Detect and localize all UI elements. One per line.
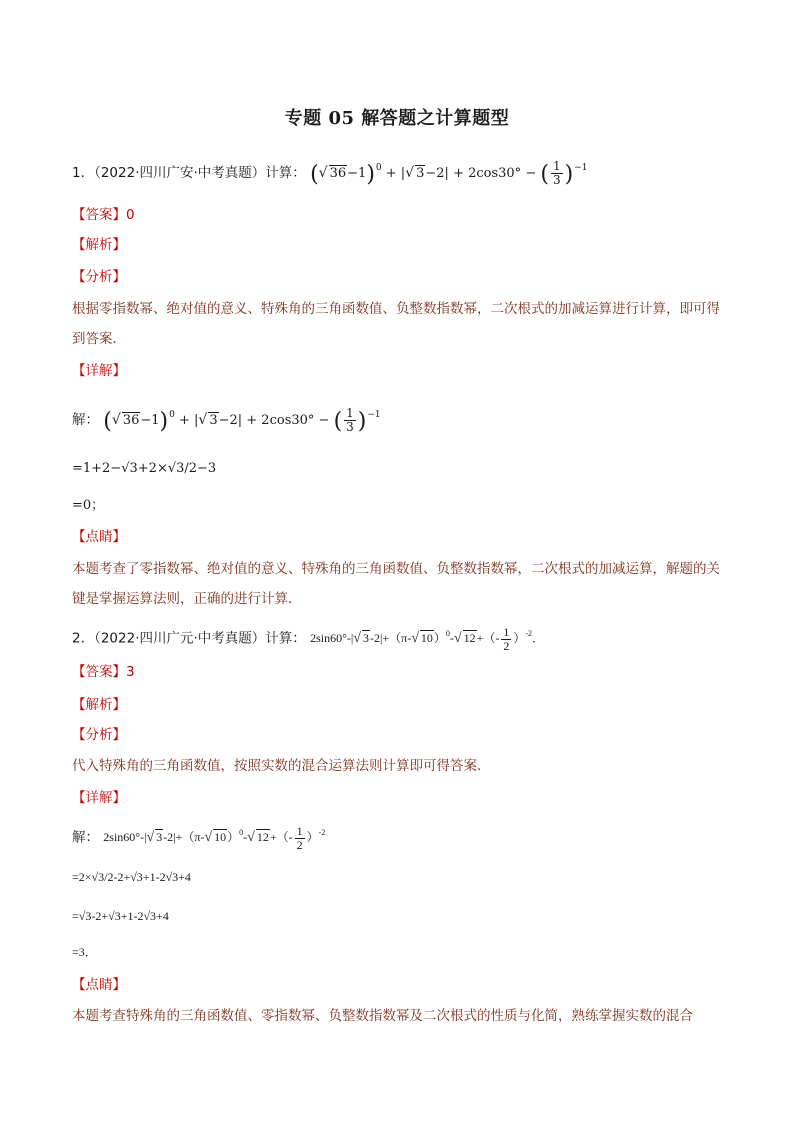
solution-1-step1: =1+2−√3+2×√3/2−3 — [72, 461, 217, 476]
solution-1-expression: (√ 36−1)$^0$ + |√ 3−2| + 2cos30° − ( $\frac{1}{3}$ )$^{-1}$ — [103, 406, 381, 434]
solution-1-line: 解： (√ 36−1)$^0$ + |√ 3−2| + 2cos30° − ( $\frac{1}{3}$ )$^{-1}$ — [72, 406, 381, 434]
solution-2-step2: =√3-2+√3+1-2√3+4 — [72, 909, 169, 923]
question-2-prefix: 2．（2022·四川广元·中考真题）计算： — [72, 630, 306, 647]
question-1 — [72, 160, 587, 187]
fenxi-header-2: 【分析】 — [72, 727, 126, 743]
fenxi-header-1: 【分析】 — [72, 269, 126, 285]
solution-2-step1: =2×√3/2-2+√3+1-2√3+4 — [72, 870, 191, 884]
dianjing-header-1: 【点睛】 — [72, 529, 126, 545]
detail-header-1: 【详解】 — [72, 363, 126, 379]
solution-2-step3: =3． — [72, 945, 97, 959]
fenxi-text-2: 代入特殊角的三角函数值，按照实数的混合运算法则计算即可得答案． — [72, 758, 491, 774]
fenxi-text-1: 根据零指数幂、绝对值的意义、特殊角的三角函数值、负整数指数幂，二次根式的加减运算进行计算，即可得到答案． — [72, 301, 720, 347]
detail-header-2: 【详解】 — [72, 790, 126, 806]
analysis-header-1: 【解析】 — [72, 237, 126, 253]
answer-1: 【答案】0 — [72, 207, 135, 223]
dianjing-text-1: 本题考查了零指数幂、绝对值的意义、特殊角的三角函数值、负整数指数幂，二次根式的加减运算，解题的关键是掌握运算法则，正确的进行计算． — [72, 561, 720, 607]
question-2-expression: 2sin60°-|√ 3-2|+（π-√ 10）$^0$-√ 12+（- $\frac{1}{2}$ ）$^{-2}$． — [310, 625, 545, 653]
analysis-header-2: 【解析】 — [72, 697, 126, 713]
question-1-expression: (√ 36−1)$^0$ + |√ 3−2| + 2cos30° − ( $\frac{1}{3}$ )$^{-1}$ — [310, 159, 588, 187]
solution-1-step2: =0； — [72, 498, 105, 513]
dianjing-text-2: 本题考查特殊角的三角函数值、零指数幂、负整数指数幂及二次根式的性质与化简，熟练掌握实数的混合 — [72, 1008, 693, 1024]
question-1-prefix: 1．（2022·四川广安·中考真题）计算： — [72, 165, 306, 181]
question-2 — [72, 626, 544, 653]
answer-2: 【答案】3 — [72, 664, 135, 680]
solution-2-line: 解： 2sin60°-|√ 3-2|+（π-√ 10）$^0$-√ 12+（- $\frac{1}{2}$ ）$^{-2}$ — [72, 824, 326, 852]
solution-2-expression: 2sin60°-|√ 3-2|+（π-√ 10）$^0$-√ 12+（- $\frac{1}{2}$ ）$^{-2}$ — [103, 824, 326, 852]
page-title: 专题 05 解答题之计算题型 — [284, 108, 510, 129]
dianjing-header-2: 【点睛】 — [72, 977, 126, 993]
